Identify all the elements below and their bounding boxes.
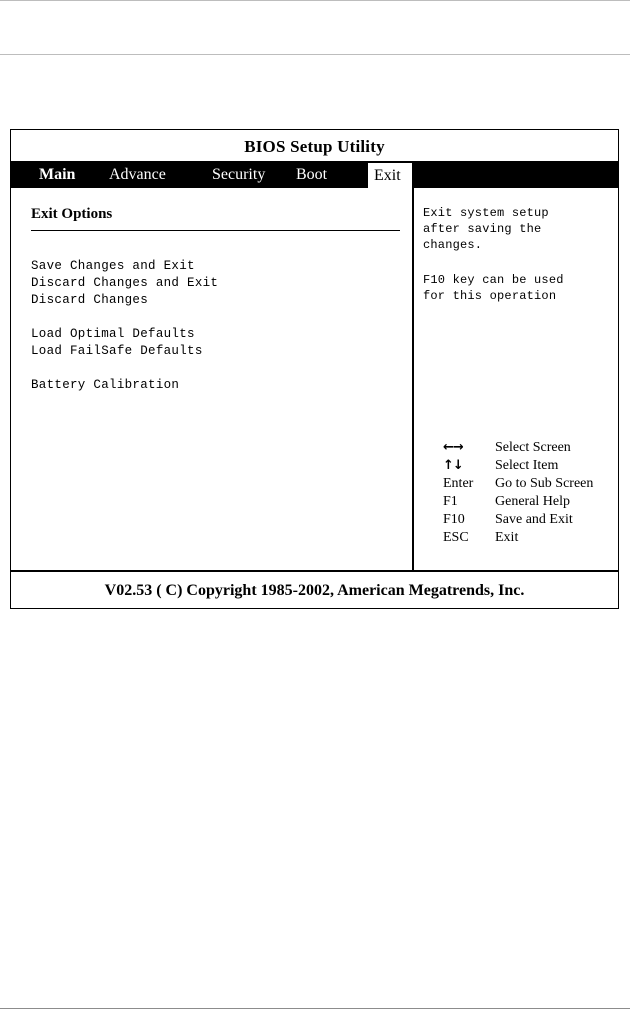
key-name: F10 — [443, 512, 465, 527]
menu-bar — [11, 161, 618, 188]
page-header-rule — [0, 54, 630, 55]
up-down-arrows-icon: ↑↓ — [443, 458, 463, 473]
key-description: Save and Exit — [495, 512, 573, 527]
key-legend-row — [443, 529, 618, 547]
key-name: Enter — [443, 476, 474, 491]
tab-exit-selected[interactable]: Exit — [368, 163, 412, 188]
section-title: Exit Options — [31, 206, 113, 222]
key-legend-row — [443, 511, 618, 529]
section-underline — [31, 230, 400, 231]
window-title: BIOS Setup Utility — [244, 137, 385, 156]
option-load-optimal-defaults[interactable]: Load Optimal Defaults — [31, 327, 195, 341]
key-legend-row — [443, 457, 618, 475]
key-description: Select Item — [495, 458, 559, 473]
key-name: ESC — [443, 530, 469, 545]
option-battery-calibration[interactable]: Battery Calibration — [31, 378, 180, 392]
page-footer-rule — [0, 1008, 630, 1009]
left-right-arrows-icon: ←→ — [443, 440, 463, 455]
key-legend-row — [443, 475, 618, 493]
tab-security[interactable]: Security — [212, 166, 266, 183]
key-name: F1 — [443, 494, 458, 509]
help-text-line: after saving the — [423, 222, 542, 236]
help-text-line: F10 key can be used — [423, 273, 564, 287]
option-discard-changes-and-exit[interactable]: Discard Changes and Exit — [31, 276, 219, 290]
key-description: Select Screen — [495, 440, 571, 455]
option-load-failsafe-defaults[interactable]: Load FailSafe Defaults — [31, 344, 203, 358]
help-text-line: for this operation — [423, 289, 557, 303]
tab-boot[interactable]: Boot — [296, 166, 328, 183]
bios-setup-window — [10, 129, 619, 609]
key-description: Go to Sub Screen — [495, 476, 594, 491]
key-legend-row — [443, 439, 618, 457]
page-top-rule — [0, 0, 630, 1]
help-text-line: changes. — [423, 238, 483, 252]
panel-divider — [412, 188, 414, 570]
help-text-line: Exit system setup — [423, 206, 549, 220]
copyright-footer: V02.53 ( C) Copyright 1985-2002, American Megatrends, Inc. — [104, 582, 525, 599]
key-description: Exit — [495, 530, 519, 545]
tab-advance[interactable]: Advance — [109, 166, 166, 183]
key-legend-row — [443, 493, 618, 511]
option-save-changes-and-exit[interactable]: Save Changes and Exit — [31, 259, 195, 273]
key-description: General Help — [495, 494, 571, 509]
tab-main[interactable]: Main — [39, 166, 76, 183]
option-discard-changes[interactable]: Discard Changes — [31, 293, 149, 307]
